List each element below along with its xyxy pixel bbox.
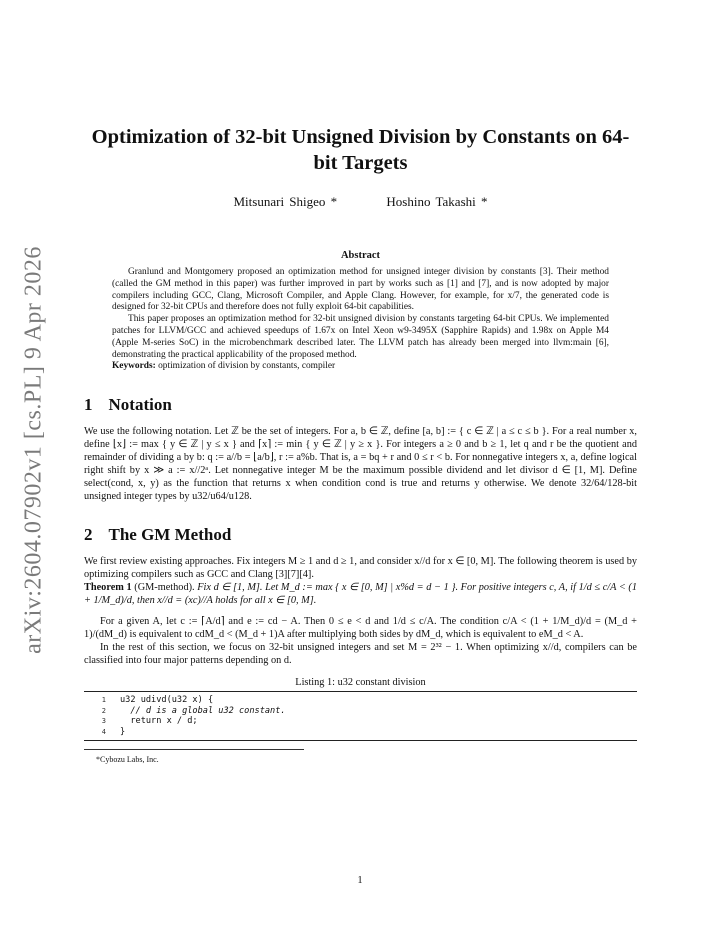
listing-caption: Listing 1: u32 constant division — [295, 677, 426, 689]
code-text: // d is a global u32 constant. — [120, 705, 286, 716]
theorem-name: (GM-method). — [134, 582, 195, 594]
author-list — [84, 194, 637, 210]
theorem-label: Theorem 1 — [84, 582, 132, 594]
abstract — [112, 267, 609, 373]
arxiv-identifier: arXiv:2604.07902v1 [cs.PL] 9 Apr 2026 — [20, 246, 47, 654]
author-2: Hoshino Takashi * — [386, 194, 488, 209]
code-listing — [84, 691, 637, 741]
abstract-paragraph: This paper proposes an optimization method for 32-bit unsigned division by constants targeting 64-bit CPUs. We implemented patches for LLVM/GCC and achieved speedups of 1.67x on Intel Xeon w9-3495X (Sapphire Rapids) and 1.98x on Apple M4 (Apple M-series SoC) in the microbenchmark described later. The LLVM patch has already been merged into llvm:main [6], demonstrating the practical applicability of the proposed method. — [112, 314, 609, 360]
section-body-gm-method — [84, 555, 637, 667]
section-number: 1 — [84, 395, 93, 415]
section-heading-notation — [84, 395, 637, 415]
line-number: 2 — [101, 706, 106, 715]
code-text: } — [120, 726, 126, 737]
keywords — [112, 361, 609, 373]
section-number: 2 — [84, 525, 93, 545]
code-text: return x / d; — [120, 716, 198, 727]
abstract-paragraph: Granlund and Montgomery proposed an optimization method for unsigned integer division by constants [3]. Their method (called the GM method in this paper) was further improved in part by works such as [1] and [7], and is now adopted by major compilers including GCC, Clang, Microsoft Compiler, and Apple Clang. However, for example, for x/7, the generated code is designed for 32-bit CPUs and therefore does not fully exploit 64-bit capabilities. — [112, 267, 609, 313]
keywords-label: Keywords: — [112, 361, 156, 372]
line-number: 3 — [101, 717, 106, 726]
body-paragraph: We first review existing approaches. Fix integers M ≥ 1 and d ≥ 1, and consider x//d for x ∈ [0, M]. The following theorem is used by optimizing compilers such as GCC and Clang [3][7][4]. — [84, 556, 637, 581]
footnote-rule — [84, 749, 304, 750]
section-title: The GM Method — [108, 525, 232, 545]
code-line — [84, 727, 637, 738]
body-paragraph: We use the following notation. Let ℤ be the set of integers. For a, b ∈ ℤ, define [a, b] := { c ∈ ℤ | a ≤ c ≤ b }. For a real number x, define ⌊x⌋ := max { y ∈ ℤ | y ≤ x } and ⌈x⌉ := min { y ∈ ℤ | y ≥ x }. For integers a ≥ 0 and b ≥ 1, let q and r be the quotient and remainder of dividing a by b: q := a//b = ⌊a/b⌋, r := a%b. That is, a = bq + r and 0 ≤ r < b. For nonnegative integers x, a, define logical right shift by x ≫ a := x//2ᵃ. Let nonnegative integer M be the maximum possible dividend and let divisor d ∈ [1, M]. Define select(cond, x, y) as the function that returns x when condition cond is true and returns y otherwise. We denote 32/64/128-bit unsigned integer types by u32/u64/u128. — [84, 426, 637, 503]
code-text: u32 udivd(u32 x) { — [120, 695, 214, 706]
keywords-text: optimization of division by constants, compiler — [158, 361, 336, 372]
body-paragraph: In the rest of this section, we focus on 32-bit unsigned integers and set M = 2³² − 1. When optimizing x//d, compilers can be classified into four major patterns depending on d. — [84, 642, 637, 667]
abstract-heading: Abstract — [340, 250, 381, 261]
theorem — [84, 581, 637, 607]
theorem-text: Fix d ∈ [1, M]. Let M_d := max { x ∈ [0, M] | x%d = d − 1 }. For positive integers c, A, if 1/d ≤ c/A < (1 + 1/M_d)/d, then x//d = (xc)//A holds for all x ∈ [0, M]. — [84, 582, 638, 607]
code-line — [84, 716, 637, 727]
line-number: 4 — [101, 727, 106, 736]
line-number: 1 — [101, 696, 106, 705]
code-line — [84, 695, 637, 706]
paper-title: Optimization of 32-bit Unsigned Division by Constants on 64-bit Targets — [91, 126, 630, 174]
body-paragraph: For a given A, let c := ⌈A/d⌉ and e := cd − A. Then 0 ≤ e < d and 1/d ≤ c/A. The condition c/A < (1 + 1/M_d)/d = (M_d + 1)/(dM_d) is equivalent to cdM_d < (M_d + 1)A after multiplying both sides by dM_d, which is equivalent to eM_d < A. — [84, 616, 637, 641]
code-line — [84, 706, 637, 717]
author-1: Mitsunari Shigeo * — [233, 194, 338, 209]
arxiv-side-label — [14, 246, 54, 654]
section-title: Notation — [108, 395, 172, 415]
footnote: *Cybozu Labs, Inc. — [96, 755, 159, 765]
paper-page — [84, 124, 637, 764]
section-body-notation — [84, 425, 637, 503]
section-heading-gm-method — [84, 525, 637, 545]
page-number: 1 — [357, 875, 363, 886]
